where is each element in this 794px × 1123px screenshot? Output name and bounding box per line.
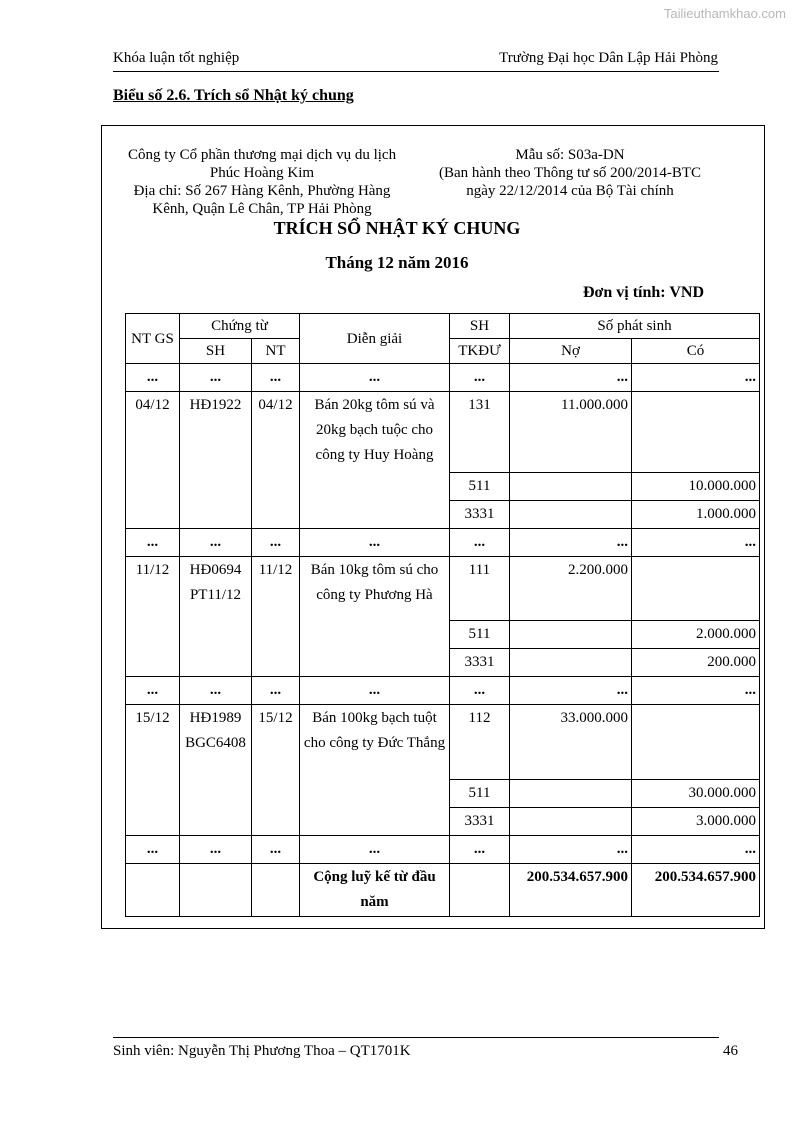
credit-amount — [632, 557, 760, 621]
voucher-number-line: HĐ1989 — [189, 710, 242, 726]
total-row — [126, 864, 760, 917]
empty-cell — [252, 864, 300, 917]
form-info — [420, 146, 720, 200]
account-code: 511 — [450, 473, 510, 501]
journal-table — [125, 313, 760, 917]
col-diengiai: Diễn giải — [300, 314, 450, 364]
account-code: 3331 — [450, 501, 510, 529]
ellipsis-cell: ... — [450, 836, 510, 864]
header-rule — [113, 71, 719, 72]
ellipsis-cell: ... — [450, 529, 510, 557]
watermark: Tailieuthamkhao.com — [663, 6, 786, 21]
credit-amount — [632, 392, 760, 473]
company-address-line1: Địa chỉ: Số 267 Hàng Kênh, Phường Hàng — [133, 183, 391, 199]
ellipsis-row — [126, 836, 760, 864]
ellipsis-cell: ... — [300, 364, 450, 392]
voucher-number-line: BGC6408 — [185, 735, 246, 751]
company-name-line2: Phúc Hoàng Kim — [209, 165, 315, 181]
entry-date: 04/12 — [126, 392, 180, 529]
figure-title: Biểu số 2.6. Trích sổ Nhật ký chung — [113, 87, 354, 104]
ellipsis-row — [126, 529, 760, 557]
credit-amount: 10.000.000 — [632, 473, 760, 501]
ellipsis-cell: ... — [126, 836, 180, 864]
account-code: 511 — [450, 621, 510, 649]
voucher-date: 15/12 — [252, 705, 300, 836]
debit-amount — [510, 808, 632, 836]
ellipsis-cell: ... — [300, 529, 450, 557]
footer-student: Sinh viên: Nguyễn Thị Phương Thoa – QT1701K — [113, 1043, 411, 1059]
table-row — [126, 557, 760, 621]
debit-amount: 11.000.000 — [510, 392, 632, 473]
col-ntgs: NT GS — [126, 314, 180, 364]
entry-date: 15/12 — [126, 705, 180, 836]
ellipsis-cell: ... — [126, 677, 180, 705]
debit-amount — [510, 780, 632, 808]
credit-amount — [632, 705, 760, 780]
debit-amount — [510, 621, 632, 649]
ellipsis-cell: ... — [180, 364, 252, 392]
col-sophatsinh: Số phát sinh — [510, 314, 760, 339]
voucher-number-line: PT11/12 — [189, 587, 242, 603]
total-debit: 200.534.657.900 — [510, 864, 632, 917]
form-regulation: (Ban hành theo Thông tư số 200/2014-BTC — [438, 165, 701, 181]
col-no: Nợ — [510, 339, 632, 364]
account-code: 3331 — [450, 808, 510, 836]
description: Bán 100kg bạch tuột cho công ty Đức Thắng — [300, 705, 450, 836]
form-regulation-date: ngày 22/12/2014 của Bộ Tài chính — [466, 183, 674, 199]
empty-cell — [450, 864, 510, 917]
header-right: Trường Đại học Dân Lập Hải Phòng — [499, 50, 718, 66]
ellipsis-cell: ... — [126, 529, 180, 557]
ellipsis-cell: ... — [510, 836, 632, 864]
description: Bán 20kg tôm sú và 20kg bạch tuộc cho công ty Huy Hoàng — [300, 392, 450, 529]
ellipsis-cell: ... — [510, 677, 632, 705]
ellipsis-cell: ... — [252, 529, 300, 557]
col-shtk-top: SH — [450, 314, 510, 339]
company-name-line1: Công ty Cổ phần thương mại dịch vụ du lịch — [127, 147, 397, 163]
ellipsis-cell: ... — [450, 364, 510, 392]
company-info — [112, 146, 412, 218]
ellipsis-cell: ... — [632, 836, 760, 864]
debit-amount — [510, 501, 632, 529]
credit-amount: 2.000.000 — [632, 621, 760, 649]
debit-amount — [510, 649, 632, 677]
ellipsis-cell: ... — [252, 836, 300, 864]
total-credit: 200.534.657.900 — [632, 864, 760, 917]
ellipsis-cell: ... — [450, 677, 510, 705]
account-code: 3331 — [450, 649, 510, 677]
ellipsis-cell: ... — [300, 677, 450, 705]
ellipsis-cell: ... — [180, 836, 252, 864]
ellipsis-cell: ... — [126, 364, 180, 392]
table-row — [126, 392, 760, 473]
col-sh: SH — [180, 339, 252, 364]
ellipsis-cell: ... — [510, 529, 632, 557]
ellipsis-cell: ... — [632, 529, 760, 557]
col-co: Có — [632, 339, 760, 364]
account-code: 131 — [450, 392, 510, 473]
credit-amount: 1.000.000 — [632, 501, 760, 529]
form-code: Mẫu số: S03a-DN — [515, 147, 625, 163]
empty-cell — [180, 864, 252, 917]
period-title: Tháng 12 năm 2016 — [325, 253, 469, 272]
voucher-number-line: HĐ0694 — [189, 562, 242, 578]
voucher-date: 04/12 — [252, 392, 300, 529]
ellipsis-cell: ... — [300, 836, 450, 864]
currency-unit: Đơn vị tính: VND — [582, 284, 704, 301]
voucher-number — [180, 557, 252, 677]
account-code: 112 — [450, 705, 510, 780]
ellipsis-cell: ... — [180, 529, 252, 557]
ellipsis-cell: ... — [632, 677, 760, 705]
voucher-number: HĐ1922 — [180, 392, 252, 529]
ellipsis-cell: ... — [632, 364, 760, 392]
credit-amount: 3.000.000 — [632, 808, 760, 836]
voucher-date: 11/12 — [252, 557, 300, 677]
credit-amount: 30.000.000 — [632, 780, 760, 808]
debit-amount: 2.200.000 — [510, 557, 632, 621]
ellipsis-row — [126, 364, 760, 392]
table-row — [126, 705, 760, 780]
debit-amount — [510, 473, 632, 501]
ellipsis-cell: ... — [252, 364, 300, 392]
description: Bán 10kg tôm sú cho công ty Phương Hà — [300, 557, 450, 677]
voucher-number — [180, 705, 252, 836]
entry-date: 11/12 — [126, 557, 180, 677]
col-shtk-bottom: TKĐƯ — [450, 339, 510, 364]
ellipsis-cell: ... — [180, 677, 252, 705]
empty-cell — [126, 864, 180, 917]
page-number: 46 — [723, 1043, 738, 1059]
account-code: 111 — [450, 557, 510, 621]
ellipsis-row — [126, 677, 760, 705]
total-label: Cộng luỹ kế từ đầu năm — [300, 864, 450, 917]
col-chungtu: Chứng từ — [180, 314, 300, 339]
header-row — [126, 314, 760, 339]
header-left: Khóa luận tốt nghiệp — [113, 50, 240, 66]
ellipsis-cell: ... — [510, 364, 632, 392]
col-nt: NT — [252, 339, 300, 364]
credit-amount: 200.000 — [632, 649, 760, 677]
page-title: TRÍCH SỔ NHẬT KÝ CHUNG — [273, 218, 521, 238]
ellipsis-cell: ... — [252, 677, 300, 705]
debit-amount: 33.000.000 — [510, 705, 632, 780]
company-address-line2: Kênh, Quận Lê Chân, TP Hải Phòng — [152, 201, 372, 217]
account-code: 511 — [450, 780, 510, 808]
footer-rule — [113, 1037, 719, 1038]
